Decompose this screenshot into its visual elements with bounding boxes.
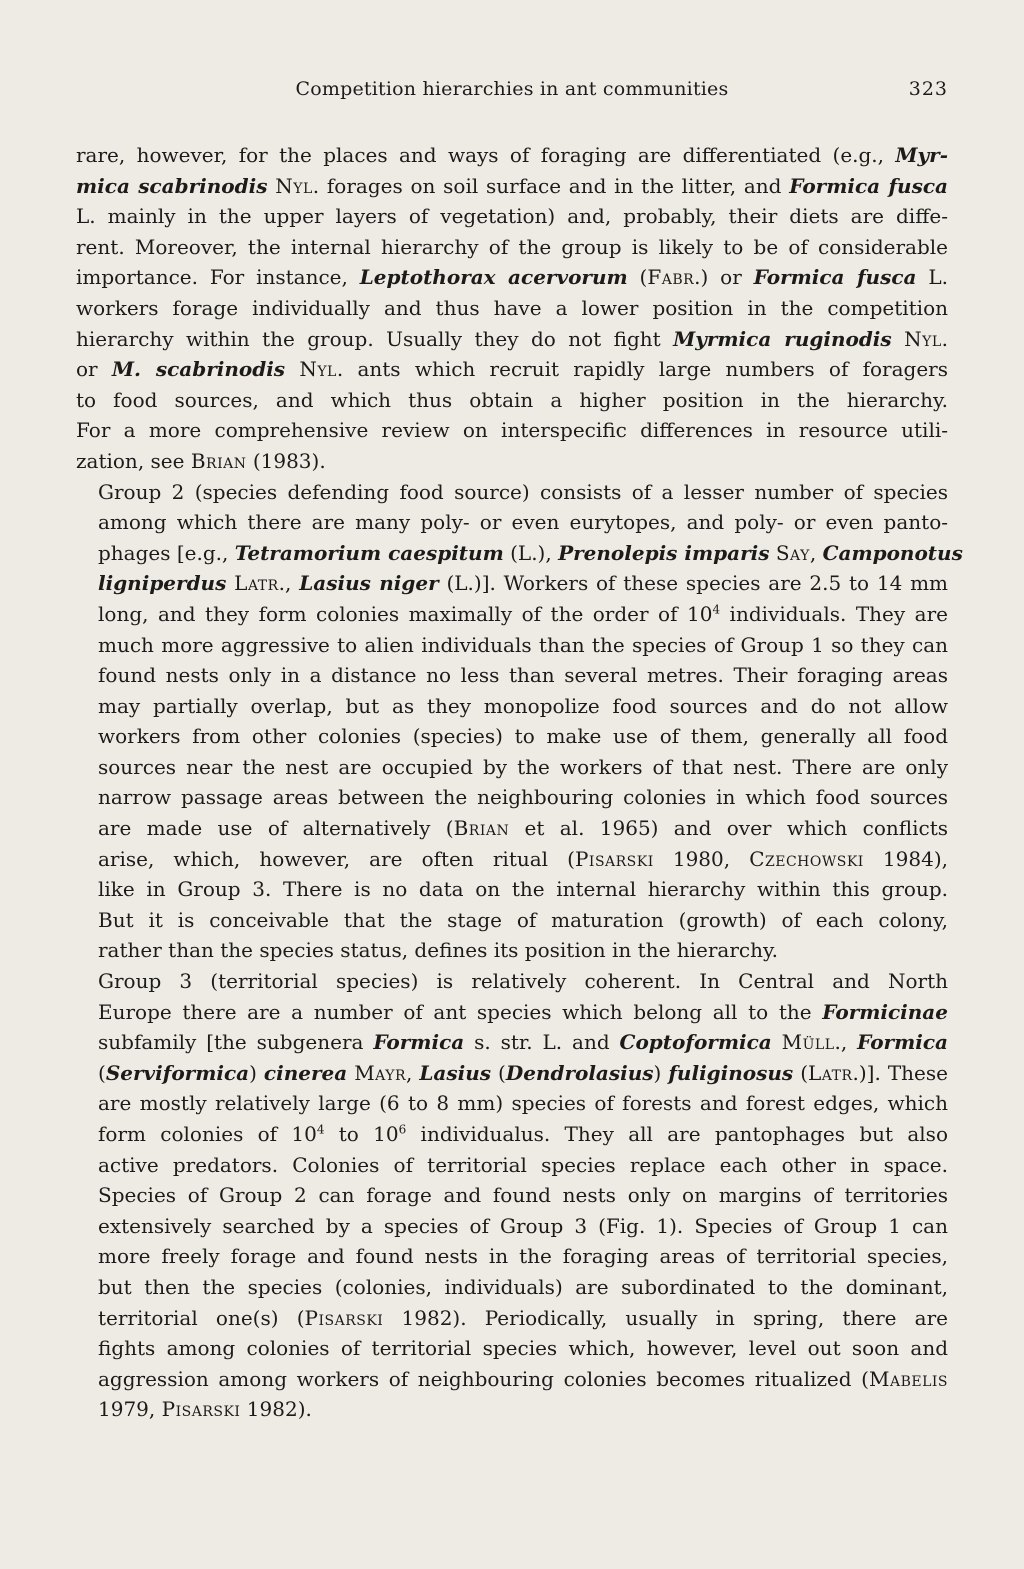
paragraph-group-2 bbox=[76, 477, 963, 967]
text-line bbox=[76, 171, 948, 202]
species-name: ligniperdus bbox=[98, 571, 227, 596]
species-name: Formica bbox=[373, 1030, 465, 1055]
superscript: 4 bbox=[316, 1122, 325, 1137]
text-line bbox=[76, 691, 948, 722]
author-name: Nyl bbox=[275, 173, 313, 198]
text-run: are mostly relatively large (6 to 8 mm) species of forests and forest edges, which bbox=[98, 1091, 948, 1116]
text-run: .) or bbox=[694, 265, 754, 290]
text-run: but then the species (colonies, individuals) are subordinated to the dominant, bbox=[98, 1274, 948, 1299]
text-run: s. str. L. and bbox=[464, 1030, 620, 1055]
species-name: Coptoformica bbox=[619, 1030, 772, 1055]
species-name: mica scabrinodis bbox=[76, 173, 268, 198]
text-run: 1980, bbox=[653, 846, 750, 871]
paragraph-rare-however bbox=[76, 140, 948, 477]
text-run: , bbox=[809, 540, 823, 565]
species-name: Dendrolasius bbox=[505, 1060, 654, 1085]
author-name: Brian bbox=[190, 448, 247, 473]
text-run: But it is conceivable that the stage of maturation (growth) of each colony, bbox=[98, 907, 948, 932]
text-line bbox=[76, 660, 948, 691]
page-number: 323 bbox=[908, 78, 948, 100]
species-name: Formicinae bbox=[822, 999, 948, 1024]
text-run: may partially overlap, but as they monopolize food sources and do not allow bbox=[98, 693, 948, 718]
author-name: Pisarski bbox=[304, 1305, 384, 1330]
text-run: , bbox=[406, 1060, 420, 1085]
text-run: .)]. These bbox=[852, 1060, 948, 1085]
text-line bbox=[76, 140, 948, 171]
text-run: workers forage individually and thus have a lower position in the competition bbox=[76, 295, 948, 320]
text-run: L. mainly in the upper layers of vegetation) and, probably, their diets are diffe- bbox=[76, 204, 948, 229]
text-run: ( bbox=[491, 1060, 506, 1085]
text-run: found nests only in a distance no less than several metres. Their foraging areas bbox=[98, 663, 948, 688]
text-run: zation, see bbox=[76, 448, 191, 473]
text-run: sources near the nest are occupied by the workers of that nest. There are only bbox=[98, 754, 948, 779]
text-line bbox=[76, 538, 963, 569]
text-line bbox=[76, 385, 948, 416]
author-name: Say bbox=[775, 540, 810, 565]
text-run: rather than the species status, defines its position in the hierarchy. bbox=[98, 938, 778, 963]
text-run: among which there are many poly- or even eurytopes, and poly- or even panto- bbox=[98, 510, 948, 535]
text-run bbox=[892, 327, 904, 351]
text-run: (L.), bbox=[503, 540, 559, 565]
text-run: rent. Moreover, the internal hierarchy of the group is likely to be of considerable bbox=[76, 234, 948, 259]
text-line bbox=[76, 201, 948, 232]
text-line bbox=[76, 966, 948, 997]
text-run: like in Group 3. There is no data on the internal hierarchy within this group. bbox=[98, 877, 948, 902]
text-run: arise, which, however, are often ritual ( bbox=[98, 846, 575, 871]
text-line bbox=[76, 446, 948, 477]
text-line bbox=[76, 507, 948, 538]
text-run: ) bbox=[249, 1060, 264, 1085]
species-name: M. scabrinodis bbox=[111, 357, 286, 382]
text-run: L. bbox=[916, 265, 948, 290]
text-run: hierarchy within the group. Usually they do not fight bbox=[76, 326, 674, 351]
author-name: Pisarski bbox=[574, 846, 654, 871]
species-name: Tetramorium caespitum bbox=[234, 540, 504, 565]
text-line bbox=[76, 293, 948, 324]
text-run: workers from other colonies (species) to make use of them, generally all food bbox=[98, 724, 948, 749]
text-run: much more aggressive to alien individuals than the species of Group 1 so they can bbox=[98, 632, 948, 657]
text-line bbox=[76, 1394, 948, 1425]
species-name: Lasius bbox=[419, 1060, 492, 1085]
text-run: 1979, bbox=[98, 1397, 162, 1422]
text-line bbox=[76, 1058, 948, 1089]
text-run: fights among colonies of territorial species which, however, level out soon and bbox=[98, 1336, 948, 1361]
species-name: Formica bbox=[857, 1030, 948, 1055]
text-line bbox=[76, 262, 948, 293]
text-line bbox=[76, 782, 948, 813]
article-body bbox=[76, 140, 963, 1425]
text-run: (1983). bbox=[246, 448, 326, 473]
text-run: 1982). Periodically, usually in spring, there are bbox=[383, 1305, 948, 1330]
text-line bbox=[76, 568, 948, 599]
author-name: Nyl bbox=[299, 357, 337, 382]
text-line bbox=[76, 1333, 948, 1364]
text-run: Species of Group 2 can forage and found nests only on margins of territories bbox=[98, 1183, 948, 1208]
text-run: Europe there are a number of ant species which belong all to the bbox=[98, 999, 823, 1024]
text-line bbox=[76, 599, 948, 630]
text-run: individuals. They are bbox=[720, 601, 948, 626]
text-run: more freely forage and found nests in the foraging areas of territorial species, bbox=[98, 1244, 948, 1269]
superscript: 6 bbox=[398, 1122, 407, 1137]
text-line bbox=[76, 1150, 948, 1181]
text-run: or bbox=[76, 357, 112, 382]
text-run: ( bbox=[793, 1060, 808, 1085]
author-name: Czechowski bbox=[749, 846, 864, 871]
text-run: rare, however, for the places and ways of foraging are differentiated (e.g., bbox=[76, 143, 896, 167]
text-run bbox=[285, 357, 299, 381]
species-name: Serviformica bbox=[105, 1060, 250, 1085]
species-name: cinerea bbox=[263, 1060, 348, 1085]
text-run: Group 3 (territorial species) is relatively coherent. In Central and North bbox=[98, 969, 948, 994]
text-line bbox=[76, 905, 948, 936]
text-line bbox=[76, 874, 948, 905]
text-line bbox=[76, 354, 948, 385]
text-run: long, and they form colonies maximally of the order of 10 bbox=[98, 601, 713, 626]
text-line bbox=[76, 232, 948, 263]
text-line bbox=[76, 844, 948, 875]
text-line bbox=[76, 1303, 948, 1334]
text-run: active predators. Colonies of territorial species replace each other in space. bbox=[98, 1152, 948, 1177]
species-name: Lasius niger bbox=[299, 571, 439, 596]
text-line bbox=[76, 1241, 948, 1272]
author-name: Latr bbox=[808, 1060, 853, 1085]
species-name: Leptothorax acervorum bbox=[359, 265, 628, 290]
text-run: ( bbox=[98, 1060, 106, 1085]
text-run: 1982). bbox=[240, 1397, 312, 1422]
text-line bbox=[76, 630, 948, 661]
author-name: Mayr bbox=[354, 1060, 406, 1085]
text-line bbox=[76, 1364, 948, 1395]
text-run: aggression among workers of neighbouring colonies becomes ritualized ( bbox=[98, 1366, 869, 1391]
text-line bbox=[76, 1272, 948, 1303]
text-run bbox=[226, 571, 234, 595]
author-name: Müll bbox=[781, 1030, 835, 1055]
text-run: . ants which recruit rapidly large numbers of foragers bbox=[336, 357, 948, 382]
text-line bbox=[76, 1027, 948, 1058]
author-name: Latr bbox=[234, 571, 279, 596]
species-name: Camponotus bbox=[822, 540, 963, 565]
species-name: Formica fusca bbox=[789, 173, 948, 198]
text-run: ) bbox=[653, 1060, 669, 1085]
text-run: (L.)]. Workers of these species are 2.5 to 14 mm bbox=[438, 571, 949, 596]
running-title: Competition hierarchies in ant communities bbox=[295, 78, 729, 100]
text-line bbox=[76, 1119, 948, 1150]
author-name: Brian bbox=[453, 816, 510, 841]
paragraph-group-3 bbox=[76, 966, 948, 1425]
text-line bbox=[76, 1211, 948, 1242]
text-run: ., bbox=[278, 571, 300, 596]
text-line bbox=[76, 415, 948, 446]
text-run: et al. 1965) and over which conflicts bbox=[509, 816, 949, 841]
text-line bbox=[76, 324, 948, 355]
species-name: Myr- bbox=[895, 143, 948, 167]
text-run: are made use of alternatively ( bbox=[98, 816, 454, 841]
text-run: For a more comprehensive review on interspecific differences in resource utili- bbox=[76, 418, 948, 443]
superscript: 4 bbox=[712, 602, 721, 617]
text-run: subfamily [the subgenera bbox=[98, 1030, 374, 1055]
species-name: fuliginosus bbox=[668, 1060, 794, 1085]
text-run: 1984), bbox=[863, 846, 948, 871]
text-run: individualus. They all are pantophages but also bbox=[406, 1122, 948, 1146]
page-header bbox=[76, 78, 948, 108]
text-line bbox=[76, 997, 948, 1028]
species-name: Prenolepis imparis bbox=[558, 540, 770, 565]
author-name: Mabelis bbox=[868, 1366, 948, 1391]
text-line bbox=[76, 477, 948, 508]
text-run: importance. For instance, bbox=[76, 265, 360, 290]
species-name: Formica fusca bbox=[753, 265, 917, 290]
text-run: to 10 bbox=[324, 1122, 399, 1146]
text-line bbox=[76, 1088, 948, 1119]
text-run: form colonies of 10 bbox=[98, 1122, 317, 1146]
text-run: territorial one(s) ( bbox=[98, 1305, 305, 1330]
text-run: to food sources, and which thus obtain a higher position in the hierarchy. bbox=[76, 387, 948, 412]
text-run: extensively searched by a species of Group 3 (Fig. 1). Species of Group 1 can bbox=[98, 1213, 948, 1238]
text-run: . forages on soil surface and in the litter, and bbox=[312, 173, 790, 198]
text-line bbox=[76, 935, 948, 966]
text-run bbox=[772, 1030, 782, 1054]
text-line bbox=[76, 1180, 948, 1211]
species-name: Myrmica ruginodis bbox=[673, 326, 892, 351]
author-name: Pisarski bbox=[161, 1397, 241, 1422]
text-run: . bbox=[941, 326, 948, 351]
text-line bbox=[76, 721, 948, 752]
text-line bbox=[76, 752, 948, 783]
text-run: narrow passage areas between the neighbouring colonies in which food sources bbox=[98, 785, 948, 810]
text-line bbox=[76, 813, 948, 844]
author-name: Nyl bbox=[904, 326, 942, 351]
text-run: ( bbox=[627, 265, 648, 290]
text-run: phages [e.g., bbox=[98, 540, 235, 565]
text-run: ., bbox=[834, 1030, 858, 1055]
author-name: Fabr bbox=[647, 265, 695, 290]
text-run: Group 2 (species defending food source) consists of a lesser number of species bbox=[98, 479, 948, 504]
